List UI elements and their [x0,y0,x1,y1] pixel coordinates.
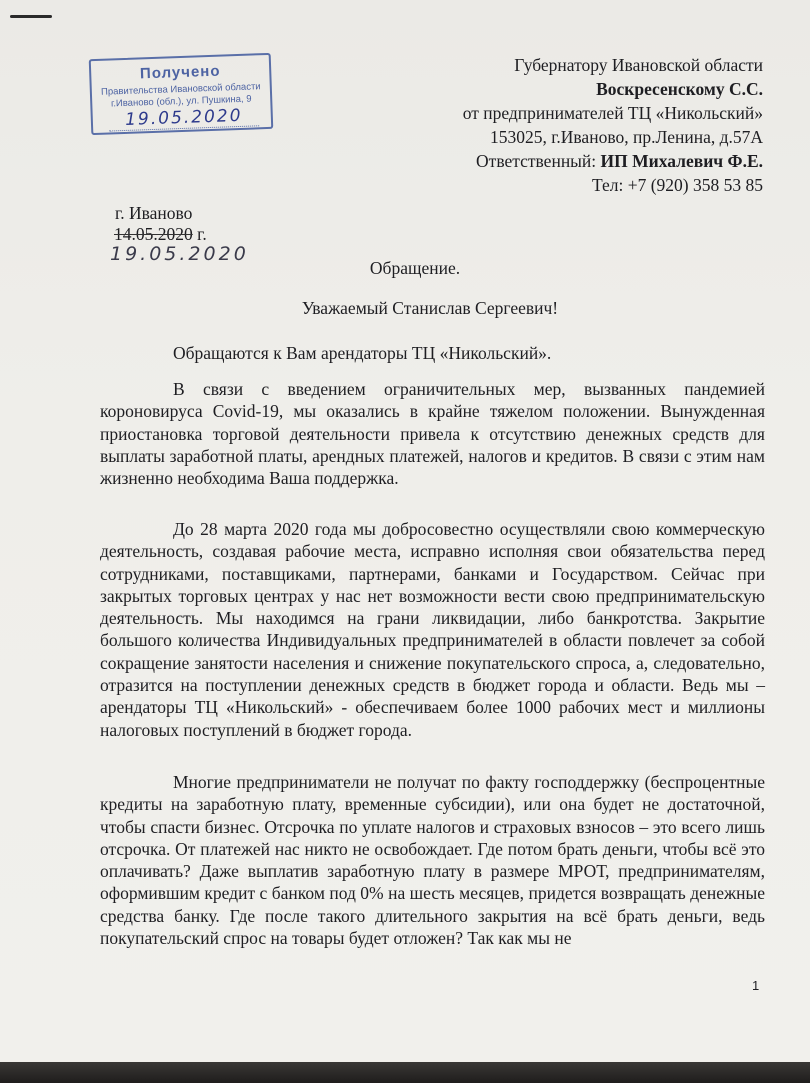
background-surface [0,1062,810,1083]
handwritten-date: 19.05.2020 [110,243,249,265]
sender-phone: Тел: +7 (920) 358 53 85 [591,175,763,195]
paragraph: В связи с введением ограничительных мер, вызванных пандемией короновируса Covid-19, мы оказались в крайне тяжелом положении. Вынужденная приостановка торговой деятельности привела к отсутствию денежных средств для выплаты заработной платы, арендных платежей, налогов и кредитов. В связи с этим нам жизненно необходима Ваша поддержка. [100,379,765,489]
responsible-label: Ответственный: [476,151,601,171]
sender: от предпринимателей ТЦ «Никольский» [462,103,763,123]
pen-mark [10,15,52,18]
addressee-block [343,53,763,197]
document-title: Обращение. [369,258,461,278]
date-suffix: г. [192,224,207,244]
received-stamp [89,53,274,135]
paragraph: До 28 марта 2020 года мы добросовестно осуществляли свою коммерческую деятельность, создавая рабочие места, исправно исполняя свои обязательства перед сотрудниками, поставщиками, партнерами, банками и Государством. Сейчас при закрытых торговых центрах у нас нет возможности вести свою предпринимательскую деятельность. Мы находимся на грани ликвидации, либо банкротства. Закрытие большого количества Индивидуальных предпринимателей в области повлечет за собой сокращение занятости населения и снижение покупательского спроса, а, следовательно, отразится на поступлении денежных средств в бюджет города и области. Ведь мы – арендаторы ТЦ «Никольский» - обеспечиваем более 1000 рабочих мест и миллионы налоговых поступлений в бюджет города. [100,519,765,740]
sender-address: 153025, г.Иваново, пр.Ленина, д.57А [489,127,763,147]
letter-city: г. Иваново [115,203,193,223]
greeting: Уважаемый Станислав Сергеевич! [301,298,559,318]
stamp-handwritten-date: 19.05.2020 [109,105,260,131]
letter-date [114,224,207,245]
intro-line: Обращаются к Вам арендаторы ТЦ «Никольский». [173,343,552,363]
stamp-address: г.Иваново (обл.), ул. Пушкина, 9 [110,93,252,110]
page-number: 1 [752,978,760,993]
addressee-name: Воскресенскому С.С. [596,79,763,99]
stamp-title: Получено [139,62,221,83]
paragraph: Многие предприниматели не получат по факту господдержку (беспроцентные кредиты на заработную плату, временные субсидии), или она будет не достаточной, чтобы спасти бизнес. Отсрочка по уплате налогов и страховых взносов – это всего лишь отсрочка. От платежей нас никто не освобождает. Где потом брать деньги, чтобы всё это оплачивать? Даже выплатив заработную плату в размере МРОТ, предпринимателям, оформившим кредит с банком под 0% на шесть месяцев, придется возвращать денежные средства банку. Где после такого длительного закрытия на всё брать деньги, ведь покупательский спрос на товары будет отложен? Так как мы не [100,772,765,949]
addressee-position: Губернатору Ивановской области [514,55,763,75]
stamp-organization: Правительства Ивановской области [100,81,261,98]
responsible-line [343,149,763,173]
responsible-name: ИП Михалевич Ф.Е. [600,151,763,171]
struck-date: 14.05.2020 [114,224,193,244]
